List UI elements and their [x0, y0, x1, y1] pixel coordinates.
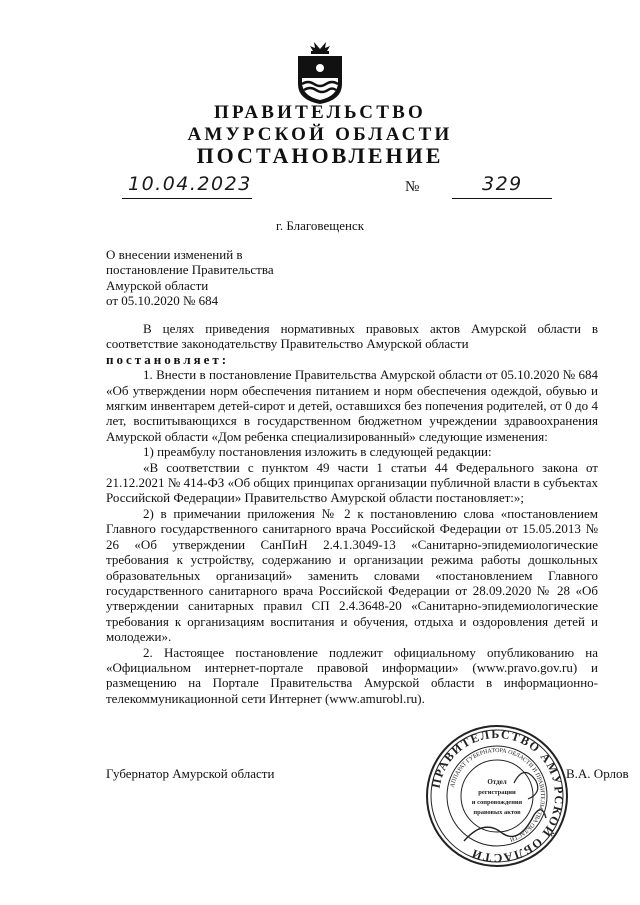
header-line1: ПРАВИТЕЛЬСТВО [214, 102, 426, 123]
official-stamp [424, 723, 570, 869]
intro-paragraph: В целях приведения нормативных правовых актов Амурской области в соответствие законодательству Правительство Амурской области [106, 321, 598, 352]
subject-line: Амурской области [106, 277, 209, 293]
svg-text:и сопровождения: и сопровождения [471, 799, 523, 806]
signatory-position: Губернатор Амурской области [106, 766, 275, 781]
svg-text:правовых актов: правовых актов [473, 809, 521, 816]
number-label: № [405, 179, 420, 195]
svg-text:регистрации: регистрации [478, 789, 516, 796]
header-government [0, 102, 640, 146]
signatory-name: В.А. Орлов [566, 766, 629, 781]
item-1-1-text: «В соответствии с пунктом 49 части 1 статьи 44 Федерального закона от 21.12.2021 № 414-ФЗ «Об общих принципах организации публичной власти в субъектах Российской Федерации» Правительство Амурской области постановляет:»; [106, 459, 598, 506]
document-type-title: ПОСТАНОВЛЕНИЕ [196, 143, 444, 168]
resolves-word: постановляет: [106, 351, 230, 367]
document-body [106, 321, 598, 706]
svg-text:АППАРАТ ГУБЕРНАТОРА ОБЛАСТИ И: АППАРАТ ГУБЕРНАТОРА ОБЛАСТИ И ПРАВИТЕЛЬСТВА ОБЛАСТИ [449, 747, 546, 842]
subject-line: от 05.10.2020 № 684 [106, 293, 219, 309]
svg-text:Отдел: Отдел [487, 778, 507, 786]
subject-line: О внесении изменений в [106, 247, 243, 262]
number-underline [452, 198, 552, 199]
coat-of-arms-emblem [294, 40, 346, 106]
date-underline [122, 198, 252, 199]
item-1-1: 1) преамбулу постановления изложить в следующей редакции: [143, 444, 492, 460]
item-1-2: 2) в примечании приложения № 2 к постановлению слова «постановлением Главного государственного санитарного врача Российской Федерации от 15.05.2013 № 26 «Об утверждении СанПиН 2.4.1.3049-13 «Санитарно-эпидемиологические требования к устройству, содержанию и организации режима работы дошкольных образовательных организаций» заменить словами «постановлением Главного государственного санитарного врача Российской Федерации от 28.09.2020 № 28 «Об утверждении санитарных правил СП 2.4.3648-20 «Санитарно-эпидемиологические требования к организациям воспитания и обучения, отдыха и оздоровления детей и молодежи». [106, 505, 598, 645]
svg-text:ПРАВИТЕЛЬСТВО АМУРСКОЙ ОБЛАСТИ: ПРАВИТЕЛЬСТВО АМУРСКОЙ ОБЛАСТИ [428, 726, 567, 866]
document-subject [106, 247, 326, 309]
item-2: 2. Настоящее постановление подлежит официальному опубликованию на «Официальном интернет-портале правовой информации» (www.pravo.gov.ru) и размещению на Портале Правительства Амурской области в информационно-телекоммуникационной сети Интернет (www.amurobl.ru). [106, 644, 598, 706]
item-1: 1. Внести в постановление Правительства Амурской области от 05.10.2020 № 684 «Об утверждении норм обеспечения питанием и норм обеспечения одеждой, обувью и мягким инвентарем детей-сирот и детей, оставшихся без попечения родителей, от 0 до 4 лет, воспитывающихся в государственном бюджетном учреждении здравоохранения Амурской области «Дом ребенка специализированный» следующие изменения: [106, 367, 598, 444]
city: г. Благовещенск [275, 218, 365, 233]
header-line2: АМУРСКОЙ ОБЛАСТИ [187, 124, 453, 145]
document-number: 329 [482, 173, 523, 195]
subject-line: постановление Правительства [106, 262, 274, 278]
document-date: 10.04.2023 [128, 173, 252, 195]
